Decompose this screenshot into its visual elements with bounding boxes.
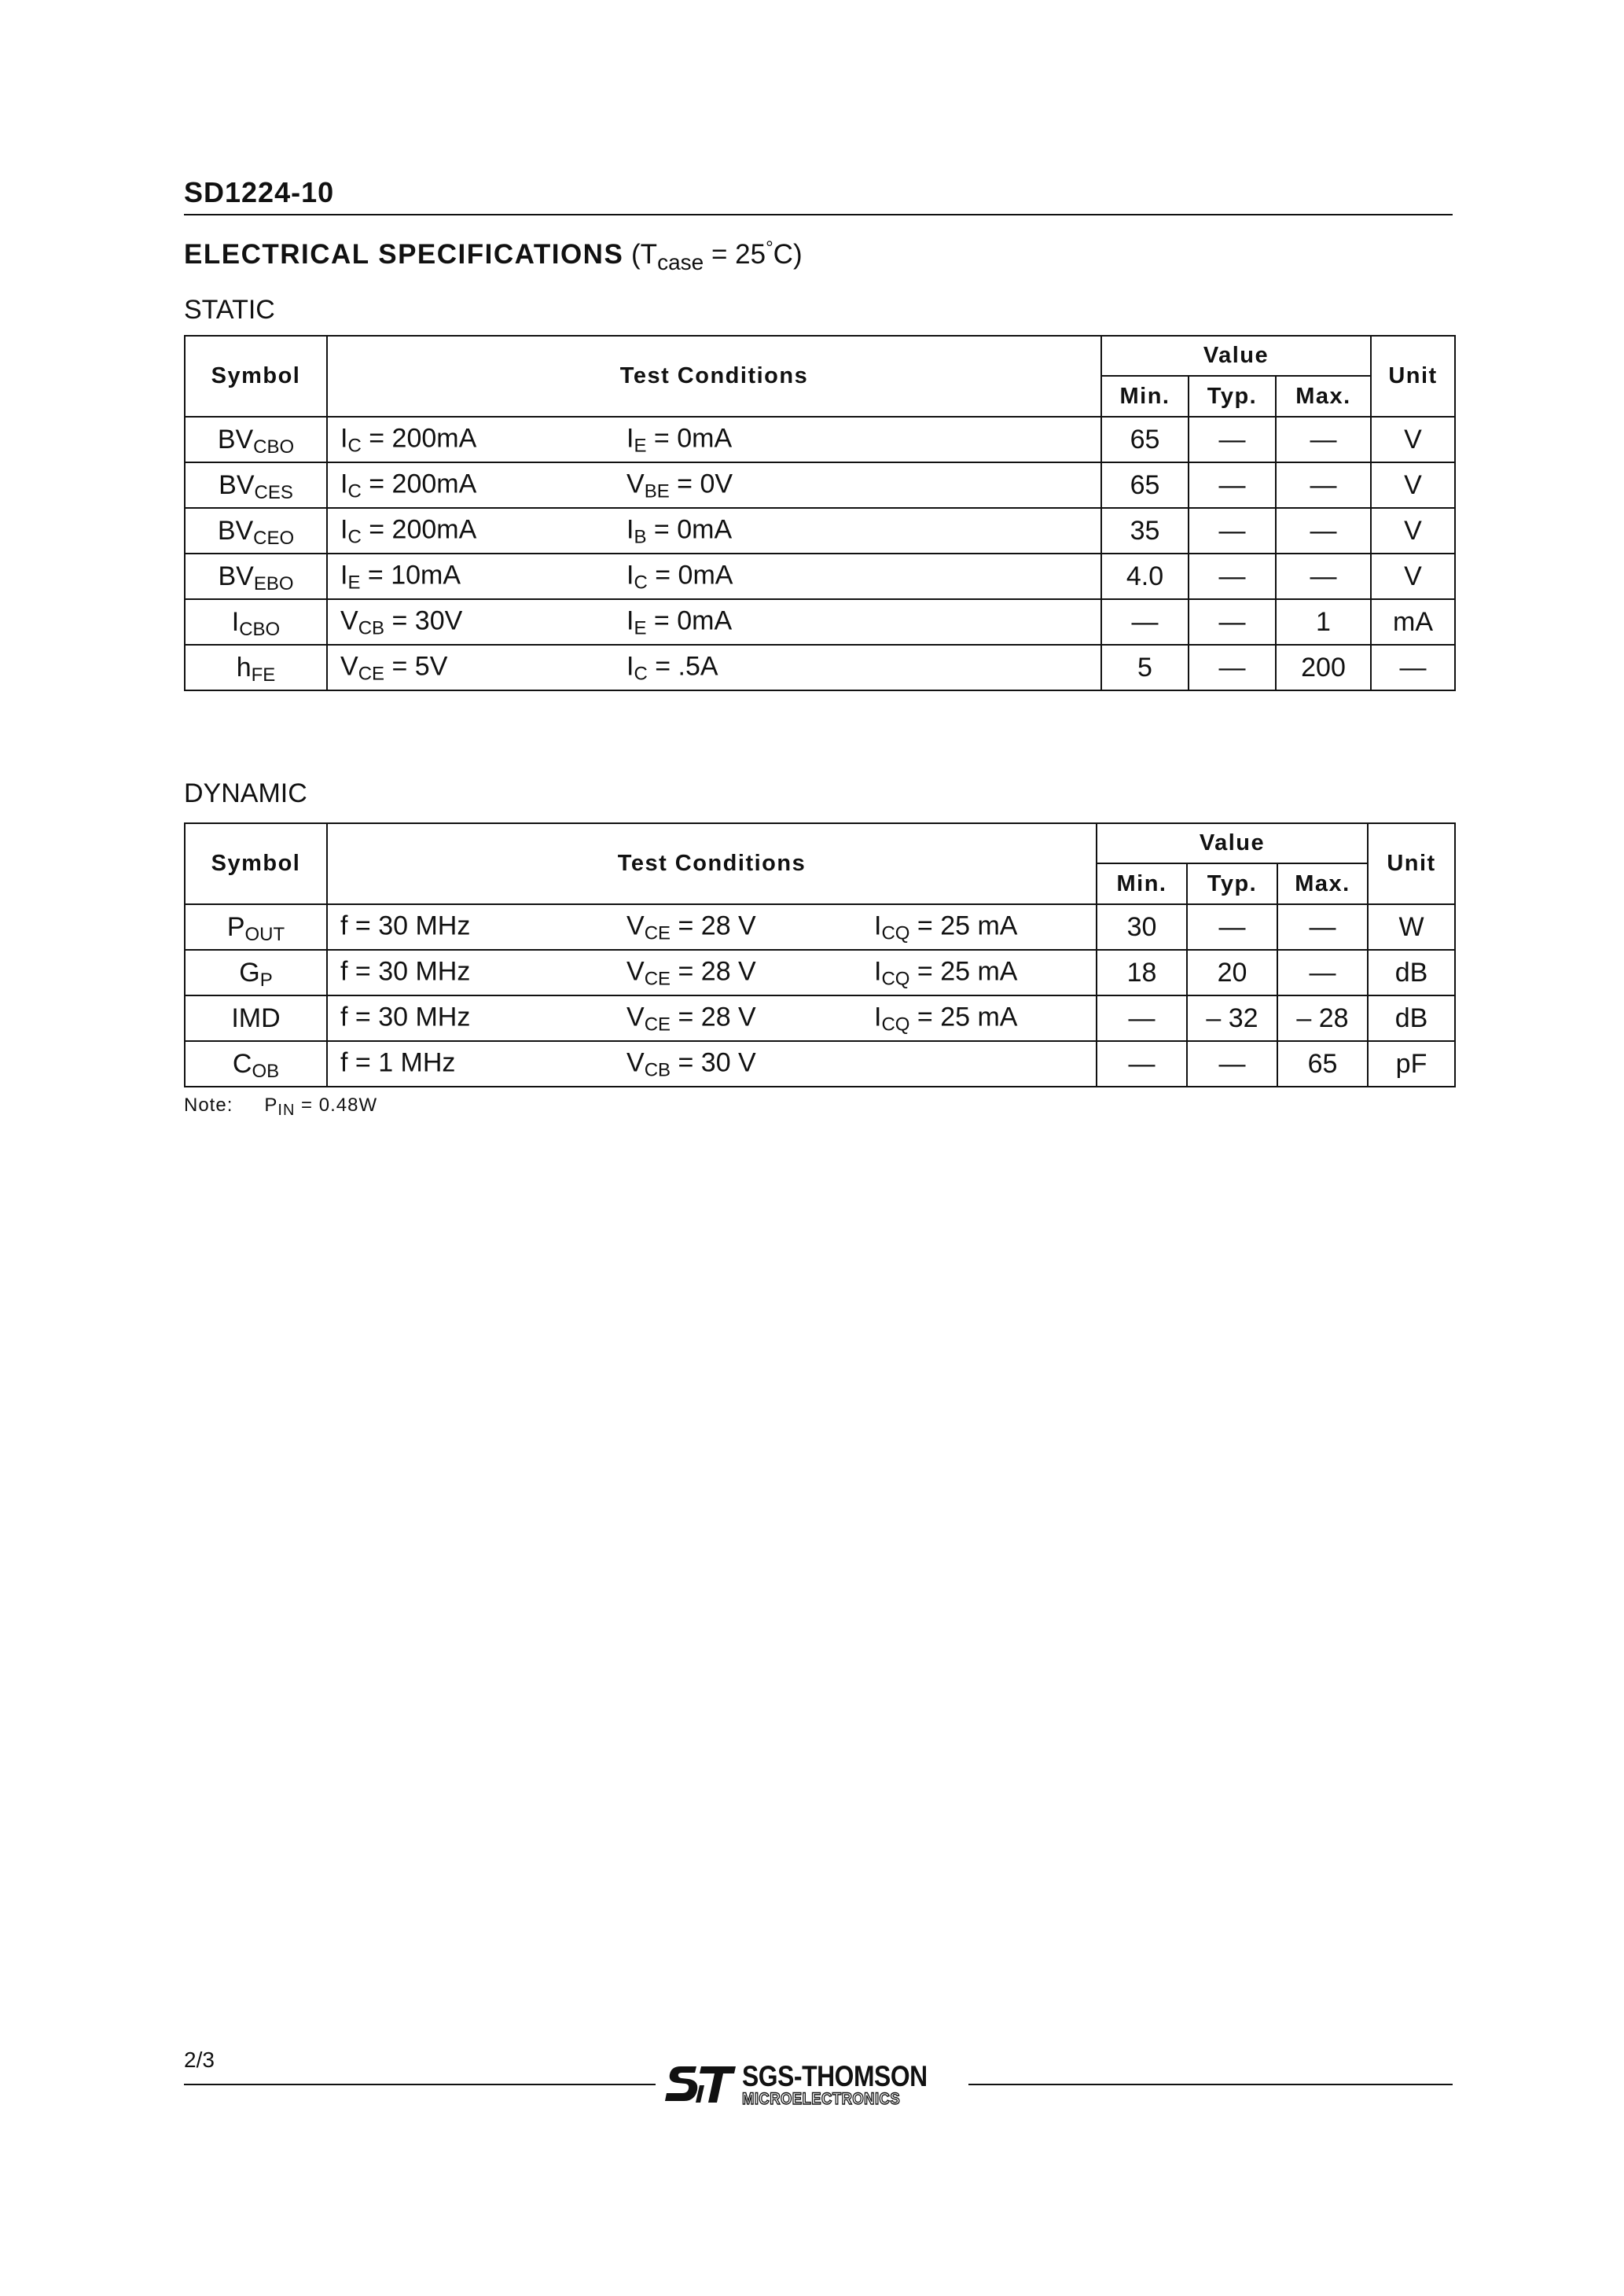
col-value: Value [1101,336,1371,376]
logo-company-name: SGS-THOMSON [742,2060,928,2092]
col-typ: Typ. [1189,376,1276,417]
symbol-cell: $P_{OUT}$ [185,904,327,950]
specs-heading-text: ELECTRICAL SPECIFICATIONS [184,239,624,270]
col-test-conditions: Test Conditions [327,336,1101,417]
symbol-cell: $h_{FE}$ [185,645,327,690]
condition-2: $V_{BE} = 0V$ [626,469,733,502]
min-cell: 30 [1097,904,1187,950]
typ-cell: — [1187,1041,1277,1087]
typ-cell: – 32 [1187,995,1277,1041]
col-test-conditions: Test Conditions [327,823,1097,904]
condition-2: $I_B = 0mA$ [626,514,733,548]
table-row [185,462,1455,508]
col-max: Max. [1276,376,1371,417]
max-cell: 200 [1276,645,1371,690]
note-text: $P_{IN} = 0.48W$ [264,1095,378,1119]
specs-heading-condition [631,237,803,274]
col-max: Max. [1277,863,1368,904]
conditions-cell [327,462,1101,508]
dynamic-section-label: DYNAMIC [184,778,307,808]
min-cell: 65 [1101,417,1189,462]
max-cell: — [1276,417,1371,462]
col-unit: Unit [1371,336,1455,417]
condition-2: $I_E = 0mA$ [626,423,733,457]
symbol-cell: $BV_{CBO}$ [185,417,327,462]
unit-cell: V [1371,508,1455,554]
st-logo-icon [665,2062,737,2107]
typ-cell: — [1189,508,1276,554]
col-min: Min. [1097,863,1187,904]
max-cell: — [1277,904,1368,950]
sgs-thomson-logo [662,2060,962,2107]
condition-1: $I_C = 200mA$ [340,514,477,548]
dynamic-spec-table [184,822,1456,1087]
condition-1: $V_{CB} = 30V$ [340,605,463,639]
condition-2: $I_C = 0mA$ [626,560,733,594]
unit-cell: mA [1371,599,1455,645]
conditions-cell [327,950,1097,995]
table-row [185,645,1455,690]
min-cell: — [1101,599,1189,645]
condition-2: $I_E = 0mA$ [626,605,733,639]
logo-division-name: MICROELECTRONICS [742,2090,901,2108]
min-cell: — [1097,1041,1187,1087]
conditions-cell [327,1041,1097,1087]
condition-3: $I_{CQ} = 25$ mA [874,956,1018,990]
symbol-cell: $BV_{EBO}$ [185,554,327,599]
electrical-specifications-heading [184,237,803,274]
conditions-cell [327,904,1097,950]
table-row [185,995,1455,1041]
title-rule [184,214,1453,215]
max-cell: — [1276,462,1371,508]
note [184,1095,377,1117]
condition-1: f = 1 MHz [340,1047,456,1078]
unit-cell: V [1371,554,1455,599]
table-row [185,950,1455,995]
conditions-cell [327,645,1101,690]
symbol-cell: $G_P$ [185,950,327,995]
footer-rule-right [968,2084,1453,2085]
condition-2: $V_{CE} = 28$ V [626,1002,756,1036]
condition-1: f = 30 MHz [340,956,471,987]
min-cell: 18 [1097,950,1187,995]
condition-2: $V_{CE} = 28$ V [626,956,756,990]
typ-cell: — [1189,462,1276,508]
table-row [185,508,1455,554]
col-symbol: Symbol [185,823,327,904]
condition-2: $V_{CE} = 28$ V [626,911,756,944]
static-section-label: STATIC [184,295,275,325]
table-row [185,904,1455,950]
typ-cell: — [1189,645,1276,690]
table-row [185,417,1455,462]
unit-cell: — [1371,645,1455,690]
conditions-cell [327,554,1101,599]
cond-prefix: (T [631,239,658,270]
col-value: Value [1097,823,1368,863]
table-row [185,554,1455,599]
col-typ: Typ. [1187,863,1277,904]
symbol-cell: $BV_{CEO}$ [185,508,327,554]
unit-cell: V [1371,417,1455,462]
table-row [185,1041,1455,1087]
unit-cell: V [1371,462,1455,508]
condition-1: $V_{CE} = 5V$ [340,651,448,685]
symbol-cell: $BV_{CES}$ [185,462,327,508]
unit-cell: W [1368,904,1455,950]
footer-rule-left [184,2084,656,2085]
max-cell: 65 [1277,1041,1368,1087]
min-cell: 4.0 [1101,554,1189,599]
typ-cell: — [1187,904,1277,950]
col-min: Min. [1101,376,1189,417]
conditions-cell [327,417,1101,462]
conditions-cell [327,508,1101,554]
page-number: 2/3 [184,2048,215,2072]
max-cell: 1 [1276,599,1371,645]
typ-cell: — [1189,554,1276,599]
note-label: Note: [184,1095,233,1116]
condition-1: $I_E = 10mA$ [340,560,461,594]
cond-sub: case [657,250,704,274]
typ-cell: — [1189,417,1276,462]
max-cell: – 28 [1277,995,1368,1041]
symbol-cell: $C_{OB}$ [185,1041,327,1087]
cond-suffix: C) [773,239,803,270]
typ-cell: 20 [1187,950,1277,995]
condition-3: $I_{CQ} = 25$ mA [874,911,1018,944]
condition-1: f = 30 MHz [340,911,471,941]
typ-cell: — [1189,599,1276,645]
table-row [185,599,1455,645]
col-symbol: Symbol [185,336,327,417]
static-spec-table [184,335,1456,691]
condition-1: $I_C = 200mA$ [340,423,477,457]
min-cell: — [1097,995,1187,1041]
symbol-cell: $I_{CBO}$ [185,599,327,645]
min-cell: 65 [1101,462,1189,508]
max-cell: — [1276,508,1371,554]
condition-2: $V_{CB} = 30$ V [626,1047,756,1081]
min-cell: 35 [1101,508,1189,554]
unit-cell: dB [1368,995,1455,1041]
condition-3: $I_{CQ} = 25$ mA [874,1002,1018,1036]
part-number-title: SD1224-10 [184,176,335,208]
symbol-cell: IMD [185,995,327,1041]
min-cell: 5 [1101,645,1189,690]
condition-1: f = 30 MHz [340,1002,471,1032]
unit-cell: dB [1368,950,1455,995]
conditions-cell [327,995,1097,1041]
cond-mid: = 25 [704,239,766,270]
condition-2: $I_C = .5A$ [626,651,718,685]
max-cell: — [1276,554,1371,599]
condition-1: $I_C = 200mA$ [340,469,477,502]
max-cell: — [1277,950,1368,995]
unit-cell: pF [1368,1041,1455,1087]
cond-degree: ° [766,237,773,259]
conditions-cell [327,599,1101,645]
col-unit: Unit [1368,823,1455,904]
